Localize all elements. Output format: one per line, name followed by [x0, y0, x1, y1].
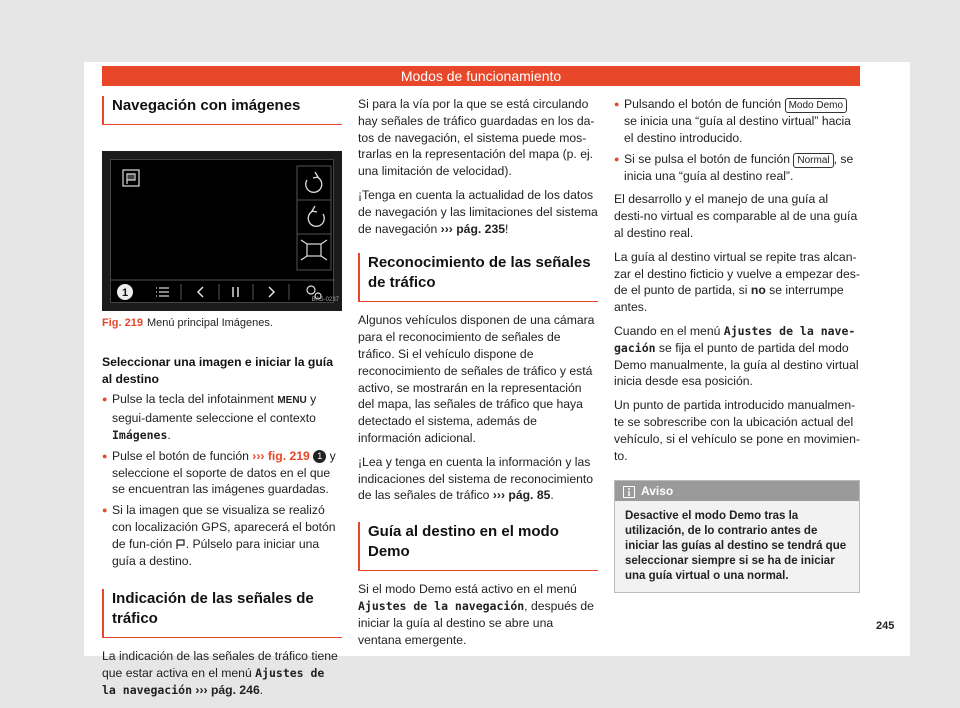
pause-icon[interactable]: [233, 287, 238, 297]
demo-mode-button[interactable]: Modo Demo: [785, 98, 847, 113]
page-link[interactable]: ››› pág. 85: [492, 488, 551, 503]
figure-caption-text: Menú principal Imágenes.: [146, 317, 273, 329]
figure-number: Fig. 219: [102, 317, 143, 329]
paragraph: Un punto de partida introducido manualmen-te se sobrescribe con la ubicación actual del vehículo, si el vehículo se pone en movimien-to.: [614, 398, 860, 463]
callout-number: 1: [313, 450, 326, 463]
column-3: [614, 96, 860, 593]
page-header: Modos de funcionamiento: [102, 66, 860, 86]
figure-screen: [102, 151, 342, 311]
subsection-title: Seleccionar una imagen e iniciar la guía al destino: [102, 354, 333, 386]
screen-display: [110, 159, 334, 303]
figure-code: BAS-0237: [311, 297, 339, 304]
list-item: ● Si la imagen que se visualiza se realizó con localización GPS, aparecerá el botón de fun-ción . Púlselo para iniciar una guía a destino.: [102, 502, 342, 569]
flag-icon: [176, 539, 186, 550]
section-title: Navegación con imágenes: [102, 96, 342, 125]
column-1: [102, 96, 342, 706]
svg-text:1: 1: [121, 287, 129, 299]
notice-title: Aviso: [641, 484, 674, 499]
page-link[interactable]: ››› pág. 246: [192, 682, 260, 697]
info-icon: [623, 486, 635, 498]
paragraph: El desarrollo y el manejo de una guía al desti-no virtual es comparable al de una guía al destino real.: [614, 192, 858, 240]
section-title: Indicación de las señales de tráfico: [102, 589, 342, 638]
figure-caption: [102, 315, 342, 332]
rotate-left-icon[interactable]: [306, 172, 322, 192]
paragraph: Algunos vehículos disponen de una cámara para el reconocimiento de señales de tráfico. Si el vehículo dispone de reconocimiento de señales de tráfico y está activo, se mostrarán en la representación del mapa, las señales de tráfico que haya detectado el sistema, además de información adicional.: [358, 313, 595, 445]
notice-body: Desactive el modo Demo tras la utilización, de lo contrario antes de iniciar las guías al destino se tendrá que seleccionar siempre si se ha de iniciar una guía virtual o una normal.: [625, 510, 847, 583]
paragraph: Si el modo Demo está activo en el menú Ajustes de la navegación, después de iniciar la guía al destino se abre una ventana emergente.: [358, 582, 594, 647]
normal-button[interactable]: Normal: [793, 153, 833, 168]
list-icon[interactable]: [156, 288, 169, 296]
list-item: ● Pulse el botón de función ››› fig. 219 1 y seleccione el soporte de datos en el que se encuentran las imágenes guardadas.: [102, 448, 342, 498]
figure-link[interactable]: ››› fig. 219: [252, 448, 310, 463]
section-title: Guía al destino en el modo Demo: [358, 522, 598, 571]
page-number: 245: [876, 620, 895, 632]
paragraph: Cuando en el menú Ajustes de la nave-gación se fija el punto de partida del modo Demo manualmente, la guía al destino virtual inicia desde esa posición.: [614, 323, 859, 389]
callout-one: [117, 284, 133, 300]
previous-icon[interactable]: [198, 287, 203, 297]
paragraph: La guía al destino virtual se repite tras alcan-zar el destino ficticio y vuelve a empezar des-de el punto de partida, si no se interrumpe antes.: [614, 249, 860, 315]
notice-box: [614, 480, 860, 593]
page-link[interactable]: ››› pág. 235: [440, 221, 506, 236]
menu-key-label: MENU: [277, 395, 307, 407]
list-item: ● Pulse la tecla del infotainment MENU y segui-damente seleccione el contexto Imágenes.: [102, 391, 342, 443]
fullscreen-icon[interactable]: [301, 240, 327, 260]
section-title: Reconocimiento de las señales de tráfico: [358, 253, 598, 302]
list-item: ● Si se pulsa el botón de función Normal , se inicia una “guía al destino real”.: [614, 151, 860, 185]
notice-header: [615, 481, 859, 501]
column-2: [358, 96, 598, 655]
next-icon[interactable]: [269, 287, 274, 297]
paragraph: ¡Lea y tenga en cuenta la información y las indicaciones del sistema de reconocimiento de las señales de tráfico ››› pág. 85.: [358, 454, 594, 503]
paragraph: Si para la vía por la que se está circulando hay señales de tráfico guardadas en los da-tos de navegación, el sistema puede mos-trarlas en la representación del mapa (p. ej. una limitación de velocidad).: [358, 97, 595, 179]
rotate-right-icon[interactable]: [308, 206, 324, 226]
list-item: ● Pulsando el botón de función Modo Demo se inicia una “guía al destino virtual” hacia el destino introducido.: [614, 96, 860, 147]
flag-icon: [123, 170, 139, 186]
paragraph: ¡Tenga en cuenta la actualidad de los datos de navegación y las limitaciones del sistema de navegación ››› pág. 235!: [358, 187, 598, 236]
paragraph: La indicación de las señales de tráfico tiene que estar activa en el menú Ajustes de la navegación ››› pág. 246.: [102, 649, 338, 697]
